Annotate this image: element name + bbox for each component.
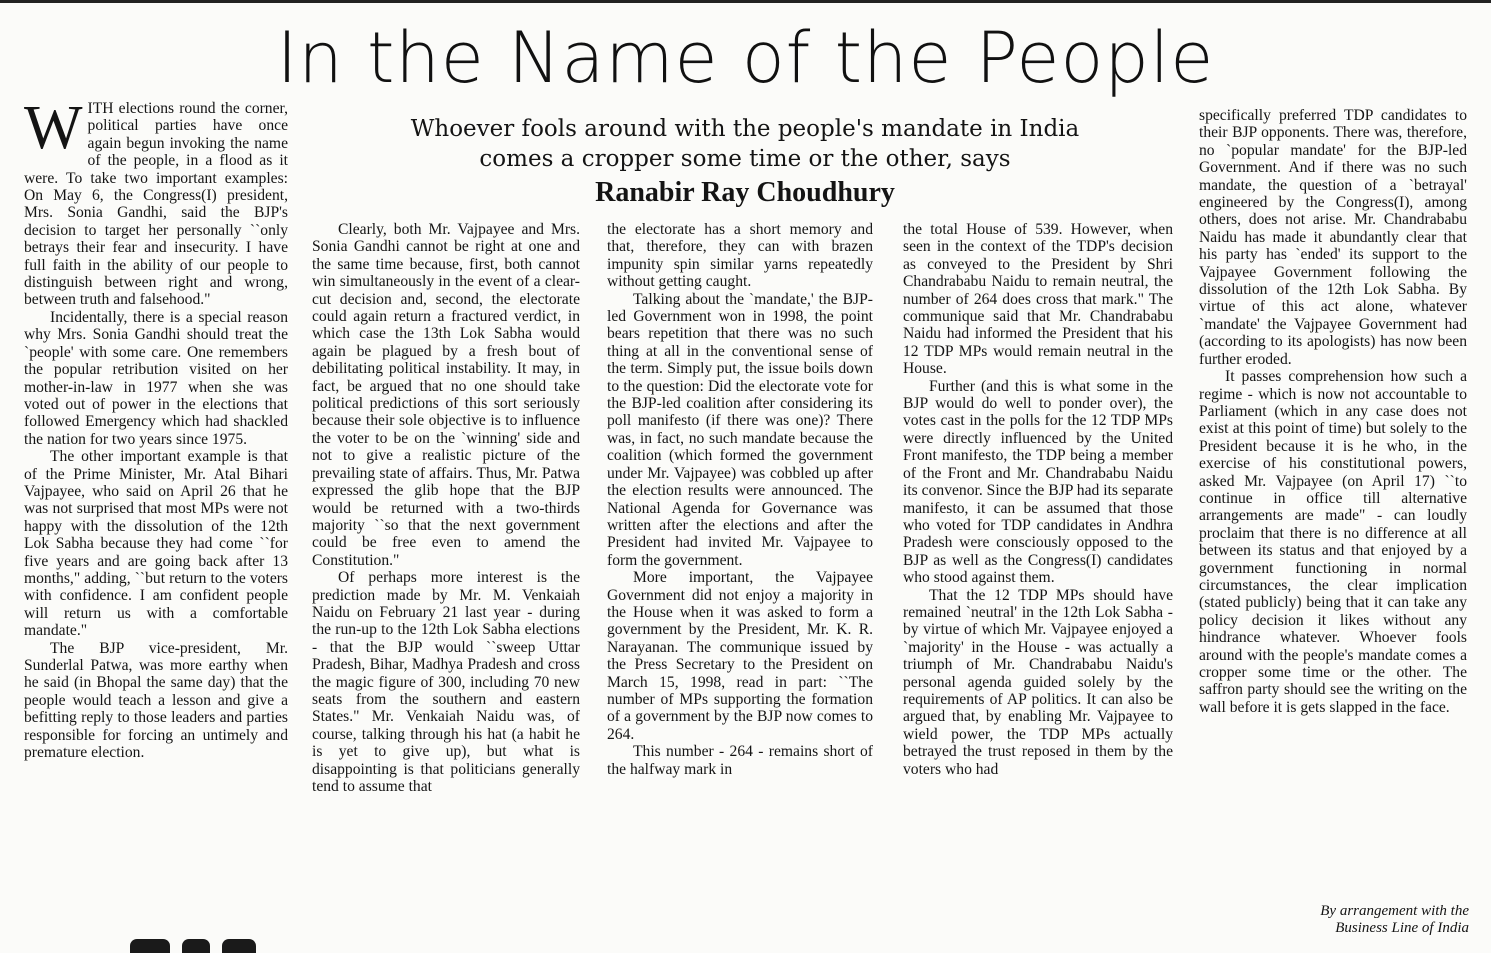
paragraph: It passes comprehension how such a regime - which is now not accountable to Parliament (which in any case does not exist at this point of time) but solely to the President because it is he who, in the exercise of his constitutional powers, asked Mr. Vajpayee (on April 17) ``to continue in office till alternative arrangements are made" - can loudly proclaim that there is no difference at all between its status and that enjoyed by a government functioning in normal circumstances, the clear implication (stated publicly) being that it can take any policy decision it likes without any hindrance whatever. Whoever fools around with the people's mandate comes a cropper some time or the other. The saffron party should see the writing on the wall before it is gets slapped in the face.	[1199, 368, 1467, 716]
paragraph-text: ITH elections round the corner, political parties have once again begun invoking the name of the people, in a flood as it were. To take two important examples: On May 6, the Congress(I) president, Mrs. Sonia Gandhi, said the BJP's decision to target her personally ``only betrays their fear and insecurity. I have full faith in the ability of our people to distinguish between right and wrong, between truth and falsehood."	[24, 100, 288, 309]
article-column-1	[24, 100, 288, 930]
cropped-next-headline-fragment	[130, 938, 430, 953]
paragraph: the total House of 539. However, when seen in the context of the TDP's decision as conveyed to the President by Shri Chandrababu Naidu to remain neutral, the number of 264 does cross that mark." The communique said that Mr. Chandrababu Naidu had informed the President that his 12 TDP MPs would remain neutral in the House.	[903, 221, 1173, 378]
article-column-3	[607, 221, 873, 936]
article-column-5	[1199, 107, 1467, 897]
paragraph: Clearly, both Mr. Vajpayee and Mrs. Sonia Gandhi cannot be right at one and the same time because, first, both cannot win simultaneously in the event of a clear-cut decision and, second, the electorate could again return a fractured verdict, in which case the 13th Lok Sabha would again be plagued by a fresh bout of debilitating political instability. It may, in fact, be argued that no one should take political predictions of this sort seriously because their sole objective is to influence the voter to be on the `winning' side and not to give a realistic picture of the prevailing state of affairs. Thus, Mr. Patwa expressed the glib hope that the BJP would be returned with a two-thirds majority ``so that the next government could be free even to amend the Constitution."	[312, 221, 580, 569]
deck-line-2: comes a cropper some time or the other, says	[479, 146, 1011, 172]
paragraph: Talking about the `mandate,' the BJP-led Government won in 1998, the point bears repetition that there was no such thing at all in the conventional sense of the term. Simply put, the issue boils down to the question: Did the electorate vote for the BJP-led coalition after considering its poll manifesto (if there was one)? There was, in fact, no such mandate because the coalition (which formed the government under Mr. Vajpayee) was cobbled up after the election results were announced. The National Agenda for Governance was written after the elections and after the President had invited Mr. Vajpayee to form the government.	[607, 290, 873, 569]
paragraph: The BJP vice-president, Mr. Sunderlal Patwa, was more earthy when he said (in Bhopal the same day) that the people would teach a lesson and give a befitting reply to those leaders and parties responsible for forcing an untimely and premature election.	[24, 639, 288, 762]
top-rule	[0, 0, 1491, 3]
paragraph: specifically preferred TDP candidates to their BJP opponents. There was, therefore, no `popular mandate' for the BJP-led Government. And if there was no such mandate, the question of a `betrayal' engineered by the Congress(I), among others, does not arise. Mr. Chandrababu Naidu has made it abundantly clear that his party has `ended' its support to the Vajpayee Government following the dissolution of the 12th Lok Sabha. By virtue of this act alone, whatever `mandate' the Vajpayee Government had (according to its apologists) has now been further eroded.	[1199, 107, 1467, 368]
paragraph: The other important example is that of the Prime Minister, Mr. Atal Bihari Vajpayee, who said on April 26 that he was not surprised that most MPs were not happy with the dissolution of the 12th Lok Sabha because they had come ``for five years and are going back after 13 months," adding, ``but return to the voters with confidence. I am confident people will return us with a comfortable mandate."	[24, 448, 288, 640]
credit-line-1: By arrangement with the	[1320, 903, 1469, 919]
paragraph: Incidentally, there is a special reason why Mrs. Sonia Gandhi should treat the `people' with some care. One remembers the popular retribution visited on her mother-in-law in 1977 when she was voted out of power in the elections that followed Emergency which had shackled the nation for two years since 1975.	[24, 308, 288, 448]
article-column-4	[903, 221, 1173, 936]
byline: Ranabir Ray Choudhury	[595, 177, 895, 208]
drop-cap: W	[24, 100, 83, 162]
paragraph: Of perhaps more interest is the prediction made by Mr. M. Venkaiah Naidu on February 21 last year - during the run-up to the 12th Lok Sabha elections - that the BJP would ``sweep Uttar Pradesh, Bihar, Madhya Pradesh and cross the magic figure of 300, including 70 new seats from the southern and eastern States." Mr. Venkaiah Naidu was, of course, talking through his hat (a habit he is yet to give up), but what is disappointing is that politicians generally tend to assume that	[312, 569, 580, 795]
paragraph: This number - 264 - remains short of the halfway mark in	[607, 743, 873, 778]
paragraph: Further (and this is what some in the BJP would do well to ponder over), the votes cast in the polls for the 12 TDP MPs were directly influenced by the United Front manifesto, the TDP being a member of the Front and Mr. Chandrababu Naidu its convenor. Since the BJP had its separate manifesto, it can be assumed that those who voted for TDP candidates in Andhra Pradesh were consciously opposed to the BJP as well as the Congress(I) candidates who stood against them.	[903, 377, 1173, 587]
credit	[1199, 903, 1469, 937]
deck	[300, 114, 1190, 210]
paragraph: the electorate has a short memory and that, therefore, they can with brazen impunity spin similar yarns repeatedly without getting caught.	[607, 221, 873, 291]
headline: In the Name of the People	[276, 17, 1215, 99]
article-column-2	[312, 221, 580, 936]
credit-line-2: Business Line of India	[1335, 920, 1469, 936]
deck-line-1: Whoever fools around with the people's mandate in India	[410, 116, 1080, 142]
paragraph: That the 12 TDP MPs should have remained `neutral' in the 12th Lok Sabha - by virtue of which Mr. Vajpayee enjoyed a `majority' in the House - was actually a triumph of Mr. Chandrababu Naidu's personal agenda guided solely by the requirements of AP politics. It can also be argued that, by enabling Mr. Vajpayee to wield power, the TDP MPs actually betrayed the trust reposed in them by the voters who had	[903, 586, 1173, 778]
paragraph	[24, 100, 288, 309]
paragraph: More important, the Vajpayee Government did not enjoy a majority in the House when it was asked to form a government by the President, Mr. K. R. Narayanan. The communique issued by the Press Secretary to the President on March 15, 1998, read in part: ``The number of MPs supporting the formation of a government by the BJP now comes to 264.	[607, 569, 873, 743]
